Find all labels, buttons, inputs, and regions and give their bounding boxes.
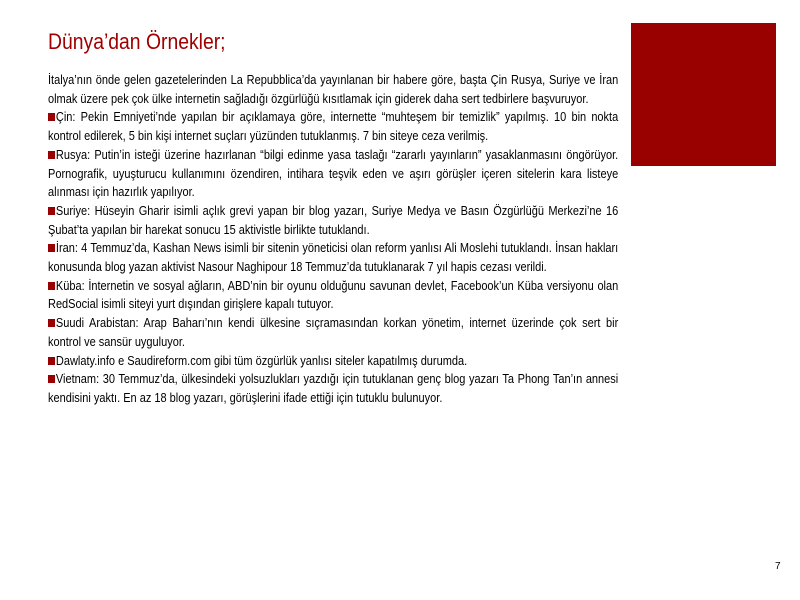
- decorative-accent-box: [631, 23, 776, 166]
- bullet-text: Dawlaty.info e Saudireform.com gibi tüm özgürlük yanlısı siteler kapatılmış durumda.: [55, 353, 468, 368]
- bullet-text: Küba: İnternetin ve sosyal ağların, ABD’nin bir oyunu olduğunu savunan devlet, Facebook’un Küba versiyonu olan RedSocial isimli siteyi yurt dışından girişlere kapalı tutuyor.: [48, 278, 619, 312]
- bullet-item-saudi-arabia: [48, 314, 618, 351]
- bullet-item-russia: [48, 146, 618, 202]
- slide-title: Dünya’dan Örnekler;: [48, 29, 226, 54]
- intro-paragraph: İtalya’nın önde gelen gazetelerinden La Repubblica’da yayınlanan bir habere göre, başta Çin Rusya, Suriye ve İran olmak üzere pek çok ülke internetin sağladığı özgürlüğü kısıtlamak için giderek daha sert tedbirlere başvuruyor.: [48, 73, 619, 106]
- slide-body: [48, 71, 618, 408]
- bullet-text: Rusya: Putin’in isteği üzerine hazırlanan “bilgi edinme yasa taslağı “zararlı yayınların” yasaklanmasını öngörüyor. Pornografik, uyuşturucu kullanımını özendiren, intihara teşvik eden ve aşırı görüşler içeren sitelerin kara listeye alınması için hazırlık yapılıyor.: [48, 147, 619, 200]
- bullet-text: Suriye: Hüseyin Gharir isimli açlık grevi yapan bir blog yazarı, Suriye Medya ve Basın Özgürlüğü Merkezi’ne 16 Şubat’ta yapılan bir harekat sonucu 15 aktivistle birlikte tutuklandı.: [48, 203, 619, 237]
- bullet-item-syria: [48, 202, 618, 239]
- bullet-text: İran: 4 Temmuz’da, Kashan News isimli bir sitenin yöneticisi olan reform yanlısı Ali Moslehi tutuklandı. İnsan hakları konusunda blog yazan aktivist Nasour Naghipour 18 Temmuz’da tutuklanarak 7 yıl hapis cezası verildi.: [48, 241, 619, 275]
- bullet-square-icon: [48, 113, 55, 121]
- bullet-square-icon: [48, 357, 55, 365]
- bullet-item-closed-sites: [48, 352, 618, 371]
- bullet-square-icon: [48, 319, 55, 327]
- bullet-square-icon: [48, 207, 55, 215]
- bullet-item-iran: [48, 239, 618, 276]
- bullet-square-icon: [48, 375, 55, 383]
- bullet-square-icon: [48, 151, 55, 159]
- bullet-text: Vietnam: 30 Temmuz’da, ülkesindeki yolsuzlukları yazdığı için tutuklanan genç blog yazarı Ta Phong Tan’ın annesi kendisini yaktı. En az 18 blog yazarı, görüşlerini ifade ettiği için tutuklu bulunuyor.: [48, 372, 619, 405]
- bullet-square-icon: [48, 244, 55, 252]
- page-number: 7: [775, 561, 781, 572]
- bullet-square-icon: [48, 282, 55, 290]
- bullet-text: Suudi Arabistan: Arap Baharı’nın kendi ülkesine sıçramasından korkan yönetim, internet üzerinde çok sert bir kontrol ve sansür uyguluyor.: [48, 316, 619, 349]
- bullet-item-vietnam: [48, 370, 618, 407]
- bullet-text: Çin: Pekin Emniyeti’nde yapılan bir açıklamaya göre, internette “muhteşem bir temizlik” yapılmış. 10 bin nokta kontrol edilerek, 5 bin kişi internet suçları yüzünden tutuklanmış. 7 bin siteye ceza verilmiş.: [48, 110, 619, 144]
- bullet-item-cuba: [48, 277, 618, 314]
- bullet-item-china: [48, 108, 618, 145]
